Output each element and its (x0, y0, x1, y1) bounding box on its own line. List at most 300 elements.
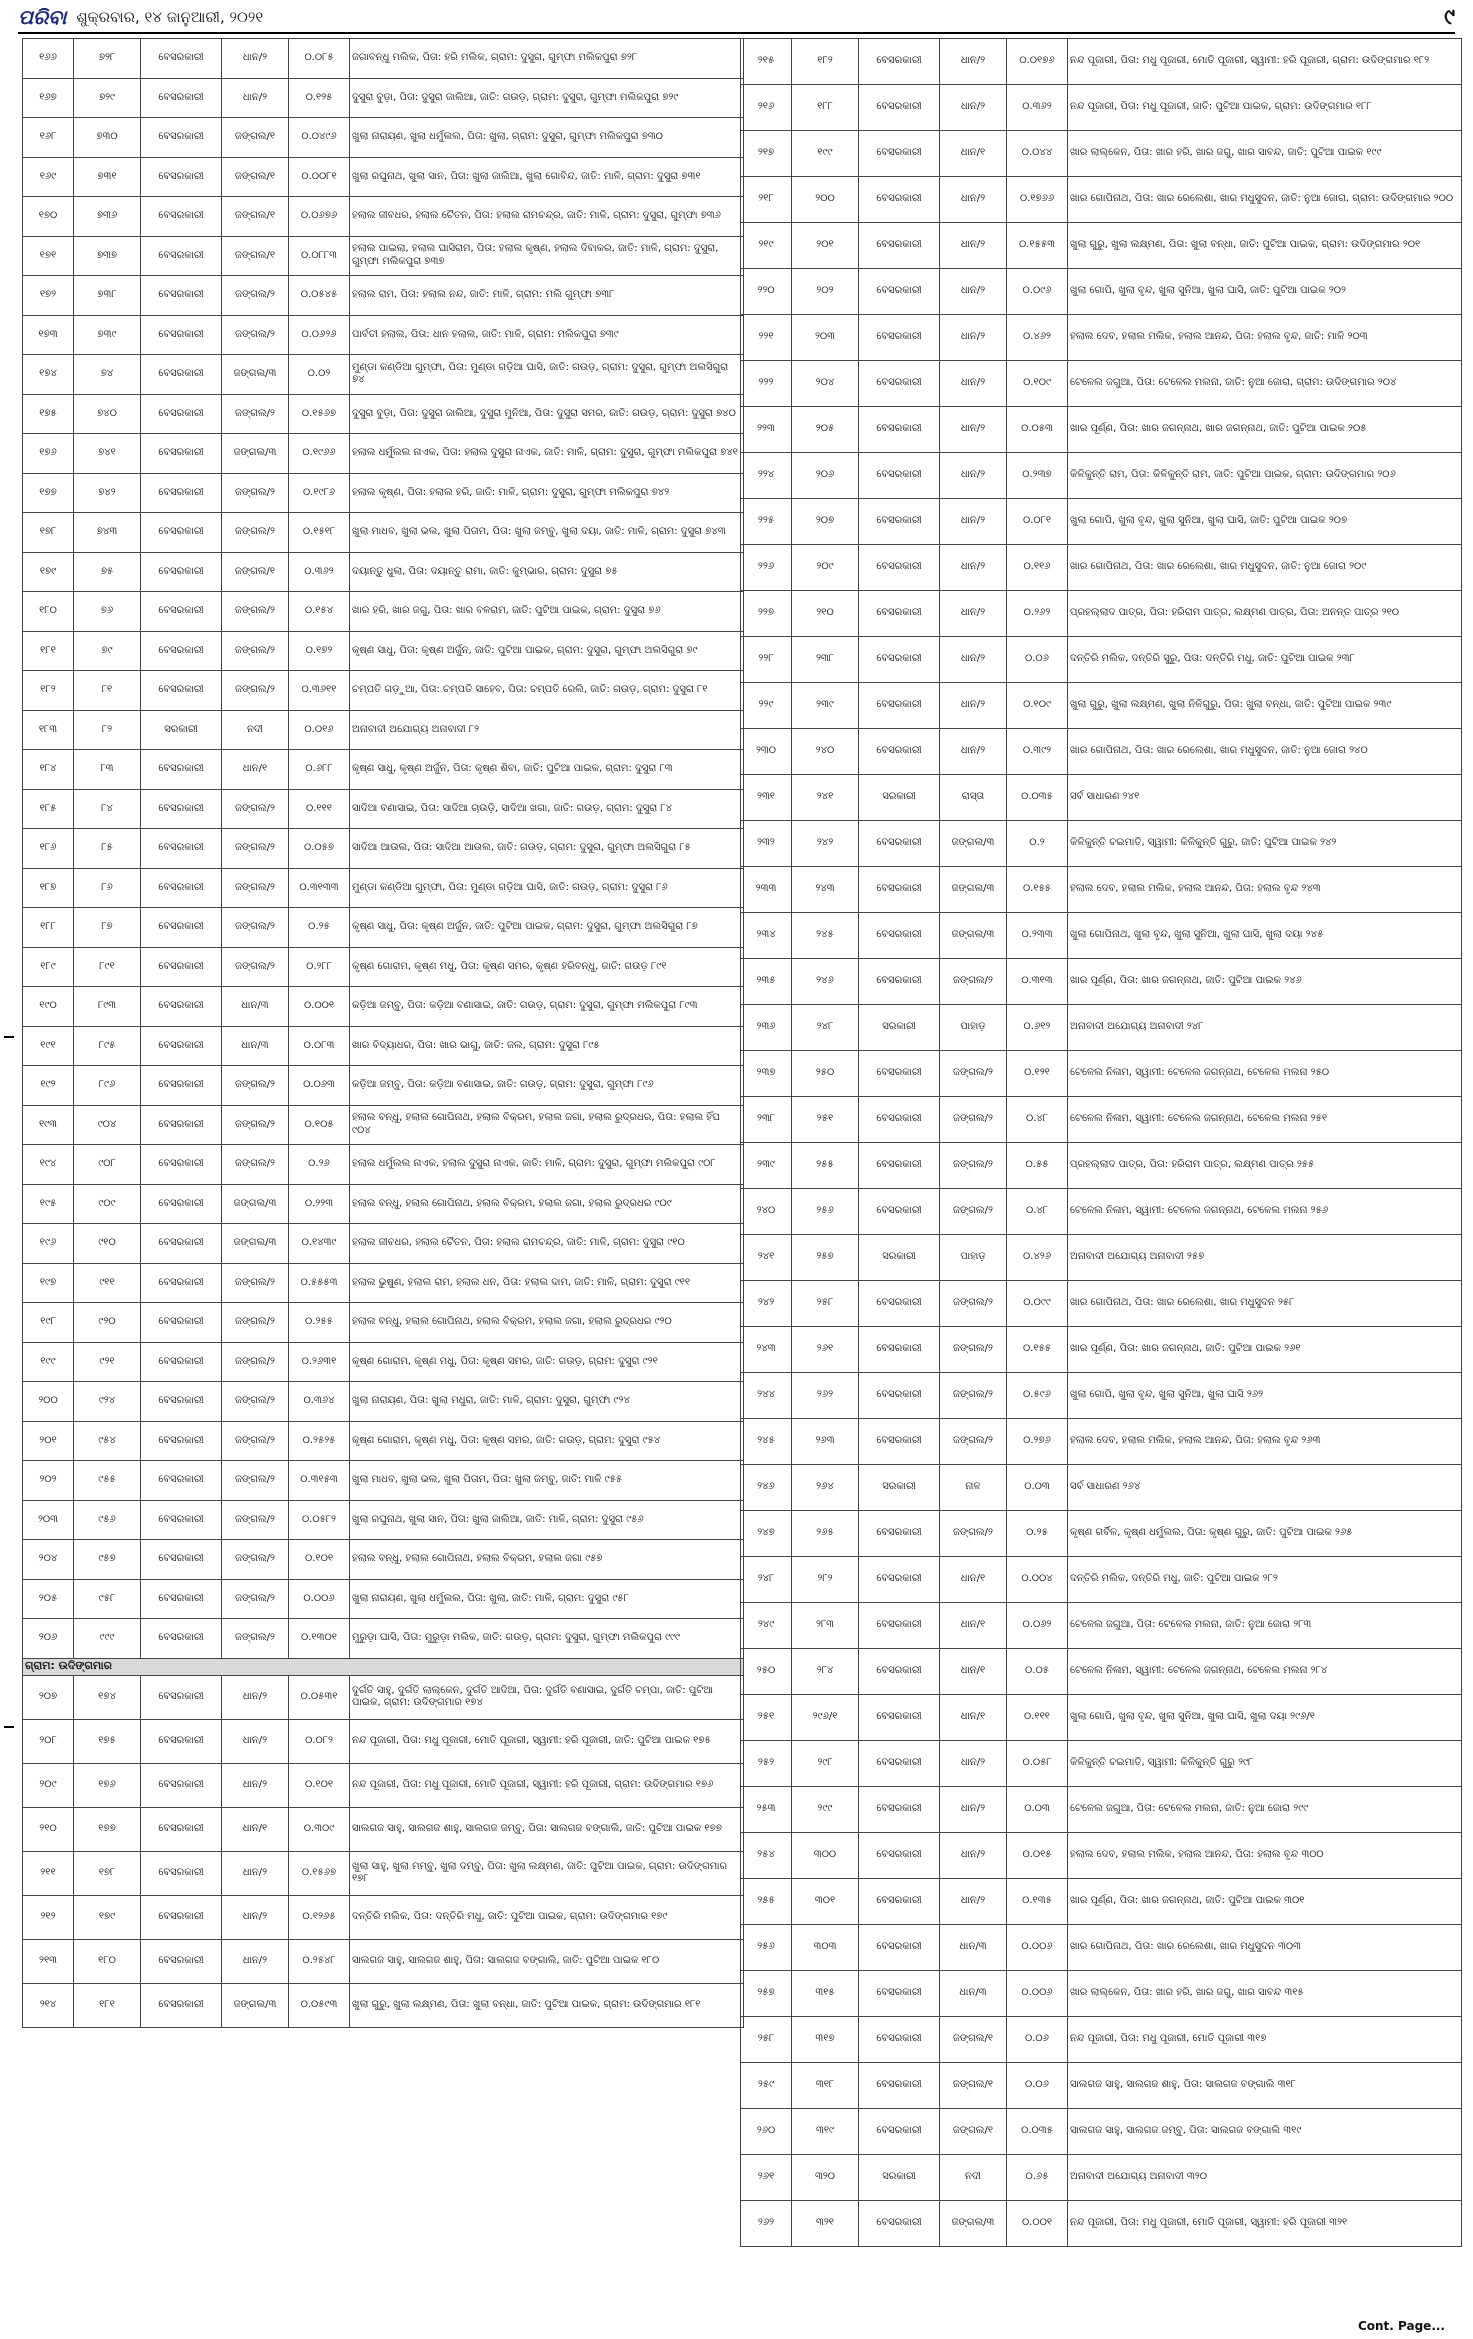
table-row (741, 1925, 1462, 1971)
ownership-type: ବେସରକାରୀ (859, 2063, 940, 2109)
land-class: ଧାନ/୨ (222, 1719, 289, 1763)
table-row (741, 959, 1462, 1005)
land-class: ଧାନ/୨ (940, 177, 1007, 223)
land-class: ଧାନ/୨ (222, 39, 289, 79)
table-row (23, 1500, 744, 1540)
plot-number: ୧୮୨ (792, 39, 859, 85)
ownership-type: ବେସରକାରୀ (859, 1695, 940, 1741)
table-row (23, 1895, 744, 1939)
owner-details: ଖାର ପୂର୍ଣ୍ଣ, ପିତା: ଖାର ଜଗନ୍ନାଥ, ଖାର ଜଗନ୍ନାଥ, ଜାତି: ପୁଟିଆ ପାଇକ ୨୦୫ (1068, 407, 1462, 453)
ownership-type: ବେସରକାରୀ (141, 987, 222, 1027)
plot-number: ୭୪୩ (74, 513, 141, 553)
owner-details: ଖୁଲା ଗୁରୁ, ଖୁଲା ଲକ୍ଷ୍ମଣ, ଖୁଲା ନିଳିଗୁରୁ, ପିତା: ଖୁଲା ବନ୍ଧା, ଜାତି: ପୁଟିଆ ପାଇକ ୨୩୯ (1068, 683, 1462, 729)
land-class: ଜଙ୍ଗଲ/୩ (940, 913, 1007, 959)
ownership-type: ବେସରକାରୀ (859, 1327, 940, 1373)
area-value: ୦.୨୨୩ (289, 1184, 350, 1224)
land-class: ଧାନ/୨ (940, 39, 1007, 85)
table-row (741, 821, 1462, 867)
ownership-type: ବେସରକାରୀ (141, 473, 222, 513)
area-value: ୦.୦୪୪ (1007, 131, 1068, 177)
table-row (741, 1281, 1462, 1327)
plot-number: ୯୦୮ (74, 1145, 141, 1185)
land-class: ଜଙ୍ଗଲ/୨ (222, 276, 289, 316)
owner-details: ହଲାଲ ପାଇଲା, ହଲାଲ ଘାସିରାମ, ପିତା: ହଲାଲ କୃଷ୍ଣ, ହଲାଲ ଦିବାକର, ଜାତି: ମାଳି, ଗ୍ରାମ: ଦୁସୁରା, ଗୁମ୍ଫା ମଲିକପୁରା ୭୩୭ (350, 236, 744, 276)
area-value: ୦.୫୯୬ (1007, 1373, 1068, 1419)
area-value: ୦.୧୦୫ (289, 1105, 350, 1145)
table-row (741, 1649, 1462, 1695)
owner-details: ଖାର ପୂର୍ଣ୍ଣ, ପିତା: ଖାର ଜଗନ୍ନାଥ, ଜାତି: ପୁଟିଆ ପାଇକ ୨୬୧ (1068, 1327, 1462, 1373)
serial-number: ୨୧୯ (741, 223, 792, 269)
area-value: ୦.୦୪୯୬ (289, 118, 350, 158)
owner-details: ହଲାଲ ଦେବ, ହଲାଲ ମଲିକ, ହଲାଲ ଆନନ୍ଦ, ପିତା: ହଲାଲ ବୃନ୍ଦ ୨୬୩ (1068, 1419, 1462, 1465)
land-class: ଜଙ୍ଗଲ/୨ (940, 1281, 1007, 1327)
area-value: ୦.୦୫୭ (289, 829, 350, 869)
ownership-type: ବେସରକାରୀ (859, 1189, 940, 1235)
owner-details: ଟେଳେଲ ଜଗୁଆ, ପିତା: ଟେଳେଲ ମଲନା, ଜାତି: ନୁଆ ଜୋରା ୨୯୯ (1068, 1787, 1462, 1833)
area-value: ୦.୧୧୧ (1007, 1695, 1068, 1741)
serial-number: ୨୧୬ (741, 85, 792, 131)
table-row (741, 85, 1462, 131)
serial-number: ୨୪୨ (741, 1281, 792, 1327)
serial-number: ୨୧୨ (23, 1895, 74, 1939)
area-value: ୦.୦୨ (289, 355, 350, 395)
area-value: ୦.୧୭୨ (289, 631, 350, 671)
ownership-type: ବେସରକାରୀ (141, 1675, 222, 1719)
area-value: ୦.୬୮୮ (289, 750, 350, 790)
area-value: ୦.୪୮ (1007, 1097, 1068, 1143)
plot-number: ୮୪ (74, 789, 141, 829)
owner-details: ପ୍ରହଲ୍ଲାଦ ପାତ୍ର, ପିତା: ହରିରାମ ପାତ୍ର, ଲକ୍ଷ୍ମଣ ପାତ୍ର, ପିତା: ଅନନ୍ତ ପାତ୍ର ୨୧୦ (1068, 591, 1462, 637)
table-row (741, 2017, 1462, 2063)
owner-details: ନନ୍ଦ ପୂଜାରୀ, ପିତା: ମଧୁ ପୂଜାରୀ, ଜାତି: ପୁଟିଆ ପାଇକ, ଗ୍ରାମ: ଉଦିଙ୍ଗମାର ୧୮୮ (1068, 85, 1462, 131)
serial-number: ୧୯୪ (23, 1145, 74, 1185)
area-value: ୦.୨୫୨୫ (289, 1421, 350, 1461)
table-row (23, 987, 744, 1027)
ownership-type: ବେସରକାରୀ (141, 1719, 222, 1763)
table-row (23, 1619, 744, 1659)
table-row (23, 631, 744, 671)
owner-details: କୃଷ୍ଣ ଗୋରାମ, କୃଷ୍ଣ ମଧୁ, ପିତା: କୃଷ୍ଣ ସମର, କୃଷ୍ଣ ହରିବନ୍ଧୁ, ଜାତି: ଗଉଡ଼ ୮୯୧ (350, 947, 744, 987)
table-row (741, 1971, 1462, 2017)
land-class: ଧାନ/୨ (940, 223, 1007, 269)
ownership-type: ବେସରକାରୀ (141, 1303, 222, 1343)
ownership-type: ବେସରକାରୀ (859, 269, 940, 315)
area-value: ୦.୩୧୩୩ (289, 868, 350, 908)
owner-details: ଖାର ଗୋପିନାଥ, ପିତା: ଖାର ରେଲେଶା, ଖାର ମଧୁସୁଦନ ୨୫୮ (1068, 1281, 1462, 1327)
owner-details: ମୁଣ୍ଡା କଣ୍ଡିଆ ଗୁମ୍ଫା, ପିତା: ମୁଣ୍ଡା ଗଡ଼ିଆ ଘାସି, ଜାତି: ଗଉଡ଼, ଗ୍ରାମ: ଦୁସୁରା ୮୬ (350, 868, 744, 908)
plot-number: ୧୭୪ (74, 1675, 141, 1719)
table-row (23, 829, 744, 869)
table-row (23, 434, 744, 474)
plot-number: ୩୧୮ (792, 2063, 859, 2109)
table-row (23, 78, 744, 118)
serial-number: ୧୮୯ (23, 947, 74, 987)
owner-details: ଟେଳେଲ ଜଗୁଆ, ପିତା: ଟେଳେଲ ମଲନା, ଜାତି: ନୁଆ ଜୋରା, ଗ୍ରାମ: ଉଦିଙ୍ଗମାର ୨୦୪ (1068, 361, 1462, 407)
land-class: ଜଙ୍ଗଲ/୨ (940, 1373, 1007, 1419)
owner-details: ଖୁଲା ଗୋପି, ଖୁଲା ବୃନ୍ଦ, ଖୁଲା ସୁନିଆ, ଖୁଲା ଘାସି, ଜାତି: ପୁଟିଆ ପାଇକ ୨୦୭ (1068, 499, 1462, 545)
land-class: ଜଙ୍ଗଲ/୨ (222, 1105, 289, 1145)
plot-number: ୮୨ (74, 710, 141, 750)
table-row (741, 1879, 1462, 1925)
ownership-type: ବେସରକାରୀ (141, 1579, 222, 1619)
land-class: ଜଙ୍ଗଲ/୧ (940, 2109, 1007, 2155)
ownership-type: ବେସରକାରୀ (141, 1342, 222, 1382)
ownership-type: ବେସରକାରୀ (859, 315, 940, 361)
ownership-type: ବେସରକାରୀ (859, 361, 940, 407)
area-value: ୦.୦୫୪୫ (289, 276, 350, 316)
land-class: ଧାନ/୨ (940, 361, 1007, 407)
area-value: ୦.୦୯୬ (1007, 269, 1068, 315)
table-row (23, 1807, 744, 1851)
land-class: ଧାନ/୨ (940, 453, 1007, 499)
land-class: ଧାନ/୧ (222, 1807, 289, 1851)
owner-details: ସାଦିଆ ବଣାସାଇ, ପିତା: ସାଦିଆ ଚାଉଡ଼ି, ସାଦିଆ ଖଗା, ଜାତି: ଗଉଡ଼, ଗ୍ରାମ: ଦୁସୁରା ୮୪ (350, 789, 744, 829)
serial-number: ୨୦୧ (23, 1421, 74, 1461)
owner-details: ଅନାବାଦୀ ଅଯୋଗ୍ୟ ଅନାବାଦୀ ୩୨୦ (1068, 2155, 1462, 2201)
area-value: ୦.୧୯୮୬ (289, 473, 350, 513)
ownership-type: ବେସରକାରୀ (141, 1895, 222, 1939)
plot-number: ୨୪୨ (792, 821, 859, 867)
ownership-type: ବେସରକାରୀ (859, 1787, 940, 1833)
area-value: ୦.୧୨୬୫ (289, 1895, 350, 1939)
plot-number: ୨୦୬ (792, 453, 859, 499)
table-row (741, 361, 1462, 407)
owner-details: ଦନ୍ତିରି ମଲିକ, ପିତା: ଦନ୍ତିରି ମଧୁ, ଜାତି: ପୁଟିଆ ପାଇକ, ଗ୍ରାମ: ଉଦିଙ୍ଗମାର ୧୭୯ (350, 1895, 744, 1939)
plot-number: ୩୧୫ (792, 1971, 859, 2017)
serial-number: ୧୯୮ (23, 1303, 74, 1343)
serial-number: ୨୨୨ (741, 361, 792, 407)
plot-number: ୩୦୧ (792, 1879, 859, 1925)
area-value: ୦.୧୭୬୬ (1007, 177, 1068, 223)
serial-number: ୧୭୪ (23, 355, 74, 395)
area-value: ୦.୨୫ (1007, 1511, 1068, 1557)
plot-number: ୯୦୯ (74, 1184, 141, 1224)
table-row (741, 131, 1462, 177)
owner-details: ଟେଳେଲ ନିଳାମ, ସ୍ୱାମୀ: ଟେଳେଲ ଜଗନ୍ନାଥ, ଟେଳେଲ ମଲନା ୨୫୬ (1068, 1189, 1462, 1235)
land-class: ଜଙ୍ଗଲ/୨ (940, 1189, 1007, 1235)
area-value: ୦.୬୧୨ (1007, 1005, 1068, 1051)
ownership-type: ବେସରକାରୀ (141, 789, 222, 829)
newspaper-logo: ପରିବା (18, 5, 67, 29)
left-column (22, 38, 744, 2028)
owner-details: ହଲାଲ ଦେବ, ହଲାଲ ମଲିକ, ହଲାଲ ଆନନ୍ଦ, ପିତା: ହଲାଲ ବୃନ୍ଦ, ଜାତି: ମାଳି ୨୦୩ (1068, 315, 1462, 361)
table-row (23, 1105, 744, 1145)
plot-number: ୨୮୩ (792, 1603, 859, 1649)
table-row (741, 315, 1462, 361)
plot-number: ୨୦୫ (792, 407, 859, 453)
serial-number: ୧୭୦ (23, 197, 74, 237)
plot-number: ୯୫୬ (74, 1500, 141, 1540)
land-class: ଜଙ୍ଗଲ/୧ (940, 2017, 1007, 2063)
serial-number: ୨୦୯ (23, 1763, 74, 1807)
ownership-type: ବେସରକାରୀ (141, 78, 222, 118)
area-value: ୦.୦୮୫ (289, 39, 350, 79)
area-value: ୦.୪୮ (1007, 1189, 1068, 1235)
area-value: ୦.୧୫୫ (1007, 867, 1068, 913)
ownership-type: ବେସରକାରୀ (859, 637, 940, 683)
plot-number: ୧୭୯ (74, 1895, 141, 1939)
owner-details: ଖାର ଲାଲ୍କେନ, ପିତା: ଖାର ହରି, ଖାର ଜଗୁ, ଖାର ସାବନ୍ଦ, ଜାତି: ପୁଟିଆ ପାଇକ ୧୯୯ (1068, 131, 1462, 177)
table-row (741, 1189, 1462, 1235)
page-number: ୯ (1444, 4, 1455, 30)
table-row (23, 750, 744, 790)
plot-number: ୯୫୮ (74, 1579, 141, 1619)
ownership-type: ବେସରକାରୀ (859, 1281, 940, 1327)
land-class: ଧାନ/୧ (940, 1695, 1007, 1741)
plot-number: ୨୦୭ (792, 499, 859, 545)
plot-number: ୨୦୩ (792, 315, 859, 361)
plot-number: ୧୮୮ (792, 85, 859, 131)
ownership-type: ବେସରକାରୀ (141, 157, 222, 197)
owner-details: କୃଷ୍ଣ ଗୋରାମ, କୃଷ୍ଣ ମଧୁ, ପିତା: କୃଷ୍ଣ ସମର, ଜାତି: ଗଉଡ଼, ଗ୍ରାମ: ଦୁସୁରା ୯୨୧ (350, 1342, 744, 1382)
land-class: ଧାନ/୧ (940, 131, 1007, 177)
area-value: ୦.୦୮୧ (1007, 499, 1068, 545)
owner-details: କୃଷ୍ଣ ସାଧୁ, ପିତା: କୃଷ୍ଣ ଅର୍ଜୁନ, ଜାତି: ପୁଟିଆ ପାଇକ, ଗ୍ରାମ: ଦୁସୁରା, ଗୁମ୍ଫା ଅଲସିଗୁରା ୭୯ (350, 631, 744, 671)
ownership-type: ସରକାରୀ (859, 1005, 940, 1051)
ownership-type: ବେସରକାରୀ (859, 453, 940, 499)
serial-number: ୨୧୩ (23, 1939, 74, 1983)
area-value: ୦.୨ (1007, 821, 1068, 867)
plot-number: ୨୮୪ (792, 1649, 859, 1695)
owner-details: ଖୁଲା ଗୋପି, ଖୁଲା ବୃନ୍ଦ, ଖୁଲା ସୁନିଆ, ଖୁଲା ଘାସି, ଜାତି: ପୁଟିଆ ପାଇକ ୨୦୨ (1068, 269, 1462, 315)
land-class: ଧାନ/୨ (940, 729, 1007, 775)
land-class: ଜଙ୍ଗଲ/୨ (222, 829, 289, 869)
plot-number: ୯୧୦ (74, 1224, 141, 1264)
ownership-type: ବେସରକାରୀ (141, 868, 222, 908)
serial-number: ୧୮୭ (23, 868, 74, 908)
ownership-type: ବେସରକାରୀ (141, 947, 222, 987)
area-value: ୦.୧୦୯ (1007, 361, 1068, 407)
serial-number: ୨୪୮ (741, 1557, 792, 1603)
land-class: ଧାନ/୨ (940, 545, 1007, 591)
table-row (741, 1833, 1462, 1879)
plot-number: ୨୦୨ (792, 269, 859, 315)
fold-mark (4, 1726, 14, 1728)
land-class: ଜଙ୍ଗଲ/୨ (222, 1540, 289, 1580)
table-row (23, 1851, 744, 1895)
plot-number: ୮୯୩ (74, 987, 141, 1027)
land-class: ଧାନ/୨ (940, 637, 1007, 683)
area-value: ୦.୧୫୬୭ (289, 394, 350, 434)
land-class: ଜଙ୍ଗଲ/୨ (222, 1066, 289, 1106)
table-row (741, 637, 1462, 683)
area-value: ୦.୧୫୬୭ (289, 1851, 350, 1895)
serial-number: ୨୫୦ (741, 1649, 792, 1695)
land-class: ଜଙ୍ଗଲ/୨ (222, 1619, 289, 1659)
table-row (23, 908, 744, 948)
land-class: ଜଙ୍ଗଲ/୧ (940, 2063, 1007, 2109)
plot-number: ୯୨୪ (74, 1382, 141, 1422)
area-value: ୦.୦୦୧ (289, 987, 350, 1027)
ownership-type: ବେସରକାରୀ (141, 236, 222, 276)
serial-number: ୧୮୫ (23, 789, 74, 829)
ownership-type: ବେସରକାରୀ (859, 683, 940, 729)
plot-number: ୮୭ (74, 908, 141, 948)
plot-number: ୨୬୧ (792, 1327, 859, 1373)
serial-number: ୨୧୭ (741, 131, 792, 177)
village-label: ଗ୍ରାମ: ଉଦିଙ୍ଗମାର (23, 1658, 744, 1675)
serial-number: ୨୧୮ (741, 177, 792, 223)
plot-number: ୭୪୦ (74, 394, 141, 434)
land-class: ଜଙ୍ଗଲ/୩ (222, 434, 289, 474)
land-class: ଜଙ୍ଗଲ/୨ (940, 1097, 1007, 1143)
area-value: ୦.୧୫୧୮ (289, 513, 350, 553)
area-value: ୦.୨୫୫ (289, 1303, 350, 1343)
area-value: ୦.୩୬୨ (289, 552, 350, 592)
land-class: ଜଙ୍ଗଲ/୩ (222, 1983, 289, 2027)
table-row (741, 269, 1462, 315)
owner-details: କଡ଼ିଆ ଜମ୍ବୁ, ପିତା: କଡ଼ିଆ ବଣାସାଇ, ଜାତି: ଗଉଡ଼, ଗ୍ରାମ: ଦୁସୁରା, ଗୁମ୍ଫା ୮୯୬ (350, 1066, 744, 1106)
table-row (741, 499, 1462, 545)
plot-number: ୭୩୬ (74, 197, 141, 237)
area-value: ୦.୦୫୮ (1007, 1741, 1068, 1787)
ownership-type: ସରକାରୀ (141, 710, 222, 750)
serial-number: ୨୦୦ (23, 1382, 74, 1422)
land-class: ଜଙ୍ଗଲ/୨ (222, 592, 289, 632)
land-class: ଜଙ୍ଗଲ/୨ (222, 513, 289, 553)
plot-number: ୭୯ (74, 631, 141, 671)
table-row (23, 1303, 744, 1343)
owner-details: ଦନ୍ତିରି ମଲିକ, ଦନ୍ତିରି ମଧୁ, ଜାତି: ପୁଟିଆ ପାଇକ ୨୮୨ (1068, 1557, 1462, 1603)
right-column (740, 38, 1462, 2247)
owner-details: କଡ଼ିଆ ଜମ୍ବୁ, ପିତା: କଡ଼ିଆ ବଣାସାଇ, ଜାତି: ଗଉଡ଼, ଗ୍ରାମ: ଦୁସୁରା, ଗୁମ୍ଫା ମଲିକପୁରା ୮୯୩ (350, 987, 744, 1027)
land-class: ଜଙ୍ଗଲ/୨ (222, 1500, 289, 1540)
table-row (741, 1419, 1462, 1465)
ownership-type: ବେସରକାରୀ (859, 1741, 940, 1787)
ownership-type: ବେସରକାରୀ (141, 315, 222, 355)
owner-details: ଖାର ଗୋପିନାଥ, ପିତା: ଖାର ରେଲେଶା, ଖାର ମଧୁସୁଦନ ୩୦୩ (1068, 1925, 1462, 1971)
ownership-type: ବେସରକାରୀ (859, 1649, 940, 1695)
land-class: ଜଙ୍ଗଲ/୩ (940, 867, 1007, 913)
land-class: ଧାନ/୨ (940, 315, 1007, 361)
serial-number: ୧୭୩ (23, 315, 74, 355)
land-class: ଜଙ୍ଗଲ/୨ (940, 1051, 1007, 1097)
area-value: ୦.୧୫୫ (1007, 1327, 1068, 1373)
land-class: ଧାନ/୩ (940, 1971, 1007, 2017)
serial-number: ୨୫୩ (741, 1787, 792, 1833)
serial-number: ୨୩୬ (741, 1005, 792, 1051)
serial-number: ୨୦୩ (23, 1500, 74, 1540)
area-value: ୦.୩୦୯ (289, 1807, 350, 1851)
serial-number: ୧୯୩ (23, 1105, 74, 1145)
area-value: ୦.୦୦୬ (1007, 1925, 1068, 1971)
ownership-type: ବେସରକାରୀ (859, 1419, 940, 1465)
owner-details: ସାଲଗଜ ସାହୁ, ସାଲଗଜ ଶାହୁ, ପିତା: ସାଲଗଜ ବଙ୍ଗାଲି ୩୧୮ (1068, 2063, 1462, 2109)
serial-number: ୨୨୫ (741, 499, 792, 545)
land-class: ରାସ୍ତା (940, 775, 1007, 821)
owner-details: ଖୁଲା ନାରାୟଣ, ଖୁଲା ଧର୍ମୁଲଲ, ପିତା: ଖୁଲା, ଜାତି: ମାଳି, ଗ୍ରାମ: ଦୁସୁରା ୯୫୮ (350, 1579, 744, 1619)
plot-number: ୯୨୧ (74, 1342, 141, 1382)
area-value: ୦.୨୮୮ (289, 947, 350, 987)
owner-details: କୃଷ୍ଣ ସାଧୁ, ପିତା: କୃଷ୍ଣ ଅର୍ଜୁନ, ଜାତି: ପୁଟିଆ ପାଇକ, ଗ୍ରାମ: ଦୁସୁରା, ଗୁମ୍ଫା ଅଲସିଗୁରା ୮୭ (350, 908, 744, 948)
table-row (23, 1983, 744, 2027)
table-row (741, 1695, 1462, 1741)
area-value: ୦.୦୦୧ (1007, 2201, 1068, 2247)
serial-number: ୧୮୬ (23, 829, 74, 869)
owner-details: ଅନାବାଦୀ ଅଯୋଗ୍ୟ ଅନାବାଦୀ ୮୨ (350, 710, 744, 750)
ownership-type: ବେସରକାରୀ (859, 1603, 940, 1649)
table-row (741, 1005, 1462, 1051)
area-value: ୦.୩୬୪ (289, 1382, 350, 1422)
area-value: ୦.୦୫ (1007, 1649, 1068, 1695)
ownership-type: ବେସରକାରୀ (141, 1939, 222, 1983)
land-class: ଜଙ୍ଗଲ/୨ (940, 1327, 1007, 1373)
land-class: ଜଙ୍ଗଲ/୩ (940, 821, 1007, 867)
table-row (741, 177, 1462, 223)
ownership-type: ବେସରକାରୀ (141, 631, 222, 671)
table-row (741, 775, 1462, 821)
owner-details: ଖାର ଗୋପିନାଥ, ପିତା: ଖାର ରେଲେଶା, ଖାର ମଧୁସୁଦନ, ଜାତି: ନୁଆ ଜୋରା ୨୪୦ (1068, 729, 1462, 775)
land-class: ଧାନ/୨ (940, 683, 1007, 729)
plot-number: ୭୩୦ (74, 118, 141, 158)
serial-number: ୧୮୪ (23, 750, 74, 790)
serial-number: ୧୬୮ (23, 118, 74, 158)
plot-number: ୭୩୭ (74, 236, 141, 276)
ownership-type: ବେସରକାରୀ (141, 750, 222, 790)
ownership-type: ବେସରକାରୀ (141, 1382, 222, 1422)
owner-details: ଅନାବାଦୀ ଅଯୋଗ୍ୟ ଅନାବାଦୀ ୨୫୭ (1068, 1235, 1462, 1281)
land-class: ଧାନ/୨ (222, 1675, 289, 1719)
owner-details: ଖୁଲା ଗୋପି, ଖୁଲା ବୃନ୍ଦ, ଖୁଲା ସୁନିଆ, ଖୁଲା ଘାସି, ଖୁଲା ଦୟା ୨୯୬/୧ (1068, 1695, 1462, 1741)
table-row (23, 1719, 744, 1763)
area-value: ୦.୧୪୩୯ (289, 1224, 350, 1264)
serial-number: ୨୩୨ (741, 821, 792, 867)
ownership-type: ବେସରକାରୀ (141, 1763, 222, 1807)
owner-details: ଖୁଲା ଗୋପିନାଥ, ଖୁଲା ବୃନ୍ଦ, ଖୁଲା ସୁନିଆ, ଖୁଲା ଘାସି, ଖୁଲା ଦୟା ୨୪୫ (1068, 913, 1462, 959)
owner-details: ହଲାଲ ଧର୍ମୁଲଲ ନାଏକ, ପିତା: ହଲାଲ ଦୁସୁରା ନାଏକ, ଜାତି: ମାଳି, ଗ୍ରାମ: ଦୁସୁରା, ଗୁମ୍ଫା ମଲିକପୁରା ୭୪୧ (350, 434, 744, 474)
plot-number: ୯୫୪ (74, 1421, 141, 1461)
area-value: ୦.୫୫୫୩ (289, 1263, 350, 1303)
area-value: ୦.୦୫୯୩ (289, 1983, 350, 2027)
land-class: ଧାନ/୧ (940, 1603, 1007, 1649)
table-row (741, 1557, 1462, 1603)
area-value: ୦.୫୫ (1007, 1143, 1068, 1189)
area-value: ୦.୨୭୬ (1007, 1419, 1068, 1465)
area-value: ୦.୧୨୫ (289, 78, 350, 118)
serial-number: ୨୦୨ (23, 1461, 74, 1501)
owner-details: ଖୁଲା ନାରାୟଣ, ଖୁଲା ଧର୍ମୁଲଲ, ପିତା: ଖୁଲା, ଗ୍ରାମ: ଦୁସୁରା, ଗୁମ୍ଫା ମଲିକପୁରା ୭୩୦ (350, 118, 744, 158)
plot-number: ୨୧୦ (792, 591, 859, 637)
owner-details: କୃଷ୍ଣ ଗର୍ବିଳ, କୃଷ୍ଣ ଧର୍ମୁଲଲ, ପିତା: କୃଷ୍ଣ ଗୁରୁ, ଜାତି: ପୁଟିଆ ପାଇକ ୨୬୫ (1068, 1511, 1462, 1557)
ownership-type: ବେସରକାରୀ (141, 1851, 222, 1895)
table-row (23, 1540, 744, 1580)
plot-number: ୧୭୭ (74, 1807, 141, 1851)
table-row (23, 236, 744, 276)
plot-number: ୭୬ (74, 592, 141, 632)
land-class: ଜଙ୍ଗଲ/୨ (940, 1143, 1007, 1189)
serial-number: ୧୭୫ (23, 394, 74, 434)
table-row (23, 1421, 744, 1461)
serial-number: ୨୩୧ (741, 775, 792, 821)
serial-number: ୨୪୫ (741, 1419, 792, 1465)
ownership-type: ବେସରକାରୀ (859, 1925, 940, 1971)
table-row (23, 394, 744, 434)
owner-details: ଖୁଲା ନାରାୟଣ, ପିତା: ଖୁଲା ମଧୁରା, ଜାତି: ମାଳି, ଗ୍ରାମ: ଦୁସୁରା, ଗୁମ୍ଫା ୯୨୪ (350, 1382, 744, 1422)
owner-details: ଖୁଲା ରଘୁନାଥ, ଖୁଲା ସାନ, ପିତା: ଖୁଲା ଜାଲିଆ, ଖୁଲା ଗୋବିନ୍ଦ, ଜାତି: ମାଳି, ଗ୍ରାମ: ଦୁସୁରା ୭୩୧ (350, 157, 744, 197)
plot-number: ୨୫୦ (792, 1051, 859, 1097)
table-row (741, 2109, 1462, 2155)
land-class: ଜଙ୍ଗଲ/୧ (222, 118, 289, 158)
serial-number: ୨୧୦ (23, 1807, 74, 1851)
serial-number: ୧୭୨ (23, 276, 74, 316)
owner-details: ଖୁଲା ମାଧବ, ଖୁଲା ଭଲ, ଖୁଲା ପିତାମ, ପିତା: ଖୁଲା ଜମ୍ବୁ, ଖୁଲା ଦୟା, ଜାତି: ମାଳି, ଗ୍ରାମ: ଦୁସୁରା ୭୪୩ (350, 513, 744, 553)
serial-number: ୧୮୧ (23, 631, 74, 671)
plot-number: ୮୫ (74, 829, 141, 869)
area-value: ୦.୧୨୧ (1007, 1051, 1068, 1097)
ownership-type: ବେସରକାରୀ (141, 1421, 222, 1461)
ownership-type: ବେସରକାରୀ (859, 131, 940, 177)
ownership-type: ବେସରକାରୀ (141, 829, 222, 869)
